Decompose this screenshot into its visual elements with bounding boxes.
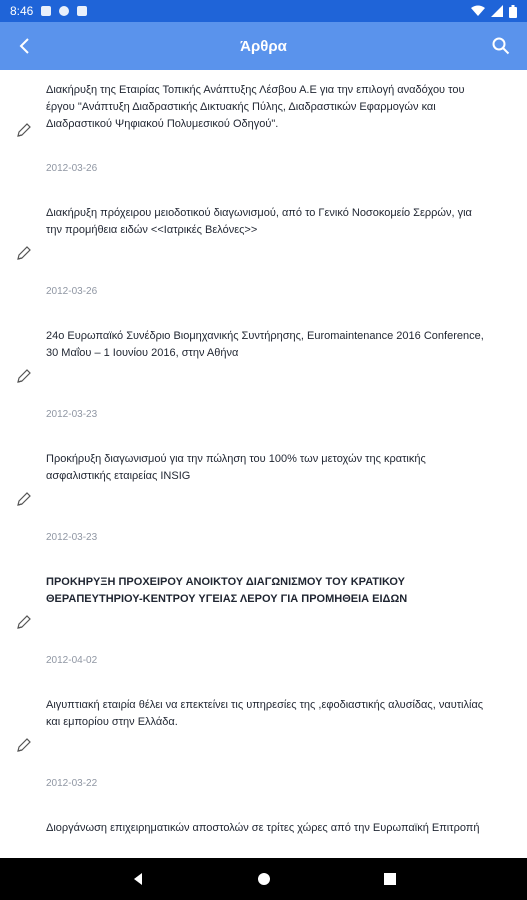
nav-back-button[interactable] (128, 869, 148, 889)
list-item[interactable] (0, 685, 527, 808)
article-date: 2012-03-22 (46, 778, 98, 789)
article-title: Διακήρυξη της Εταιρίας Τοπικής Ανάπτυξης Λέσβου Α.Ε για την επιλογή αναδόχου του έργου "Ανάπτυξη Διαδραστικής Δικτυακής Πύλης, Διαδραστικών Εφαρμογών και Διαδραστικού Ψηφιακού Πολυμεσικού Οδηγού". (46, 84, 465, 130)
pencil-icon[interactable] (16, 368, 32, 384)
pencil-icon[interactable] (16, 245, 32, 261)
article-title: Διακήρυξη πρόχειρου μειοδοτικού διαγωνισμού, από το Γενικό Νοσοκομείο Σερρών, για την προμήθεια ειδών <<Ιατρικές Βελόνες>> (46, 207, 472, 236)
back-button[interactable] (10, 32, 38, 60)
search-button[interactable] (487, 32, 515, 60)
pencil-icon[interactable] (16, 614, 32, 630)
system-nav-bar (0, 858, 527, 900)
search-icon (492, 37, 510, 55)
status-time: 8:46 (10, 4, 34, 18)
article-title: Αιγυπτιακή εταιρία θέλει να επεκτείνει τις υπηρεσίες της ,εφοδιαστικής αλυσίδας, ναυτιλίας και εμπορίου στην Ελλάδα. (46, 699, 484, 728)
nav-home-button[interactable] (254, 869, 274, 889)
list-item[interactable] (0, 316, 527, 439)
list-item[interactable] (0, 193, 527, 316)
article-date: 2012-04-02 (46, 655, 98, 666)
list-item[interactable] (0, 439, 527, 562)
status-right (471, 5, 517, 18)
battery-icon (509, 5, 517, 18)
notification-icon (41, 6, 51, 16)
article-date: 2012-03-26 (46, 286, 98, 297)
article-date: 2012-03-23 (46, 409, 98, 420)
article-title: Διοργάνωση επιχειρηματικών αποστολών σε τρίτες χώρες από την Ευρωπαϊκή Επιτροπή (46, 822, 480, 834)
nav-back-icon (130, 871, 146, 887)
sd-card-icon (77, 6, 87, 16)
status-left (10, 4, 87, 18)
article-title: Προκήρυξη διαγωνισμού για την πώληση του 100% των μετοχών της κρατικής ασφαλιστικής εταιρείας INSIG (46, 453, 426, 482)
pencil-icon[interactable] (16, 491, 32, 507)
pencil-icon[interactable] (16, 122, 32, 138)
article-title: ΠΡΟΚΗΡΥΞΗ ΠΡΟΧΕΙΡΟΥ ΑΝΟΙΚΤΟΥ ΔΙΑΓΩΝΙΣΜΟΥ ΤΟΥ ΚΡΑΤΙΚΟΥ ΘΕΡΑΠΕΥΤΗΡΙΟΥ-ΚΕΝΤΡΟΥ ΥΓΕΙΑΣ ΛΕΡΟΥ ΓΙΑ ΠΡΟΜΗΘΕΙΑ ΕΙΔΩΝ (46, 576, 408, 605)
list-item[interactable] (0, 70, 527, 193)
arrow-back-icon (17, 37, 31, 55)
nav-recent-button[interactable] (380, 869, 400, 889)
list-item[interactable] (0, 808, 527, 858)
list-item[interactable] (0, 562, 527, 685)
article-date: 2012-03-26 (46, 163, 98, 174)
app-bar (0, 22, 527, 70)
page-title: Άρθρα (240, 37, 287, 55)
pencil-icon[interactable] (16, 737, 32, 753)
article-date: 2012-03-23 (46, 532, 98, 543)
article-list (0, 70, 527, 858)
app-notification-icon (59, 6, 69, 16)
signal-icon (491, 5, 503, 17)
status-bar (0, 0, 527, 22)
nav-home-icon (256, 871, 272, 887)
nav-recent-icon (383, 872, 397, 886)
article-title: 24ο Ευρωπαϊκό Συνέδριο Βιομηχανικής Συντήρησης, Euromaintenance 2016 Conference, 30 Μαΐου – 1 Ιουνίου 2016, στην Αθήνα (46, 330, 484, 359)
wifi-icon (471, 5, 485, 17)
